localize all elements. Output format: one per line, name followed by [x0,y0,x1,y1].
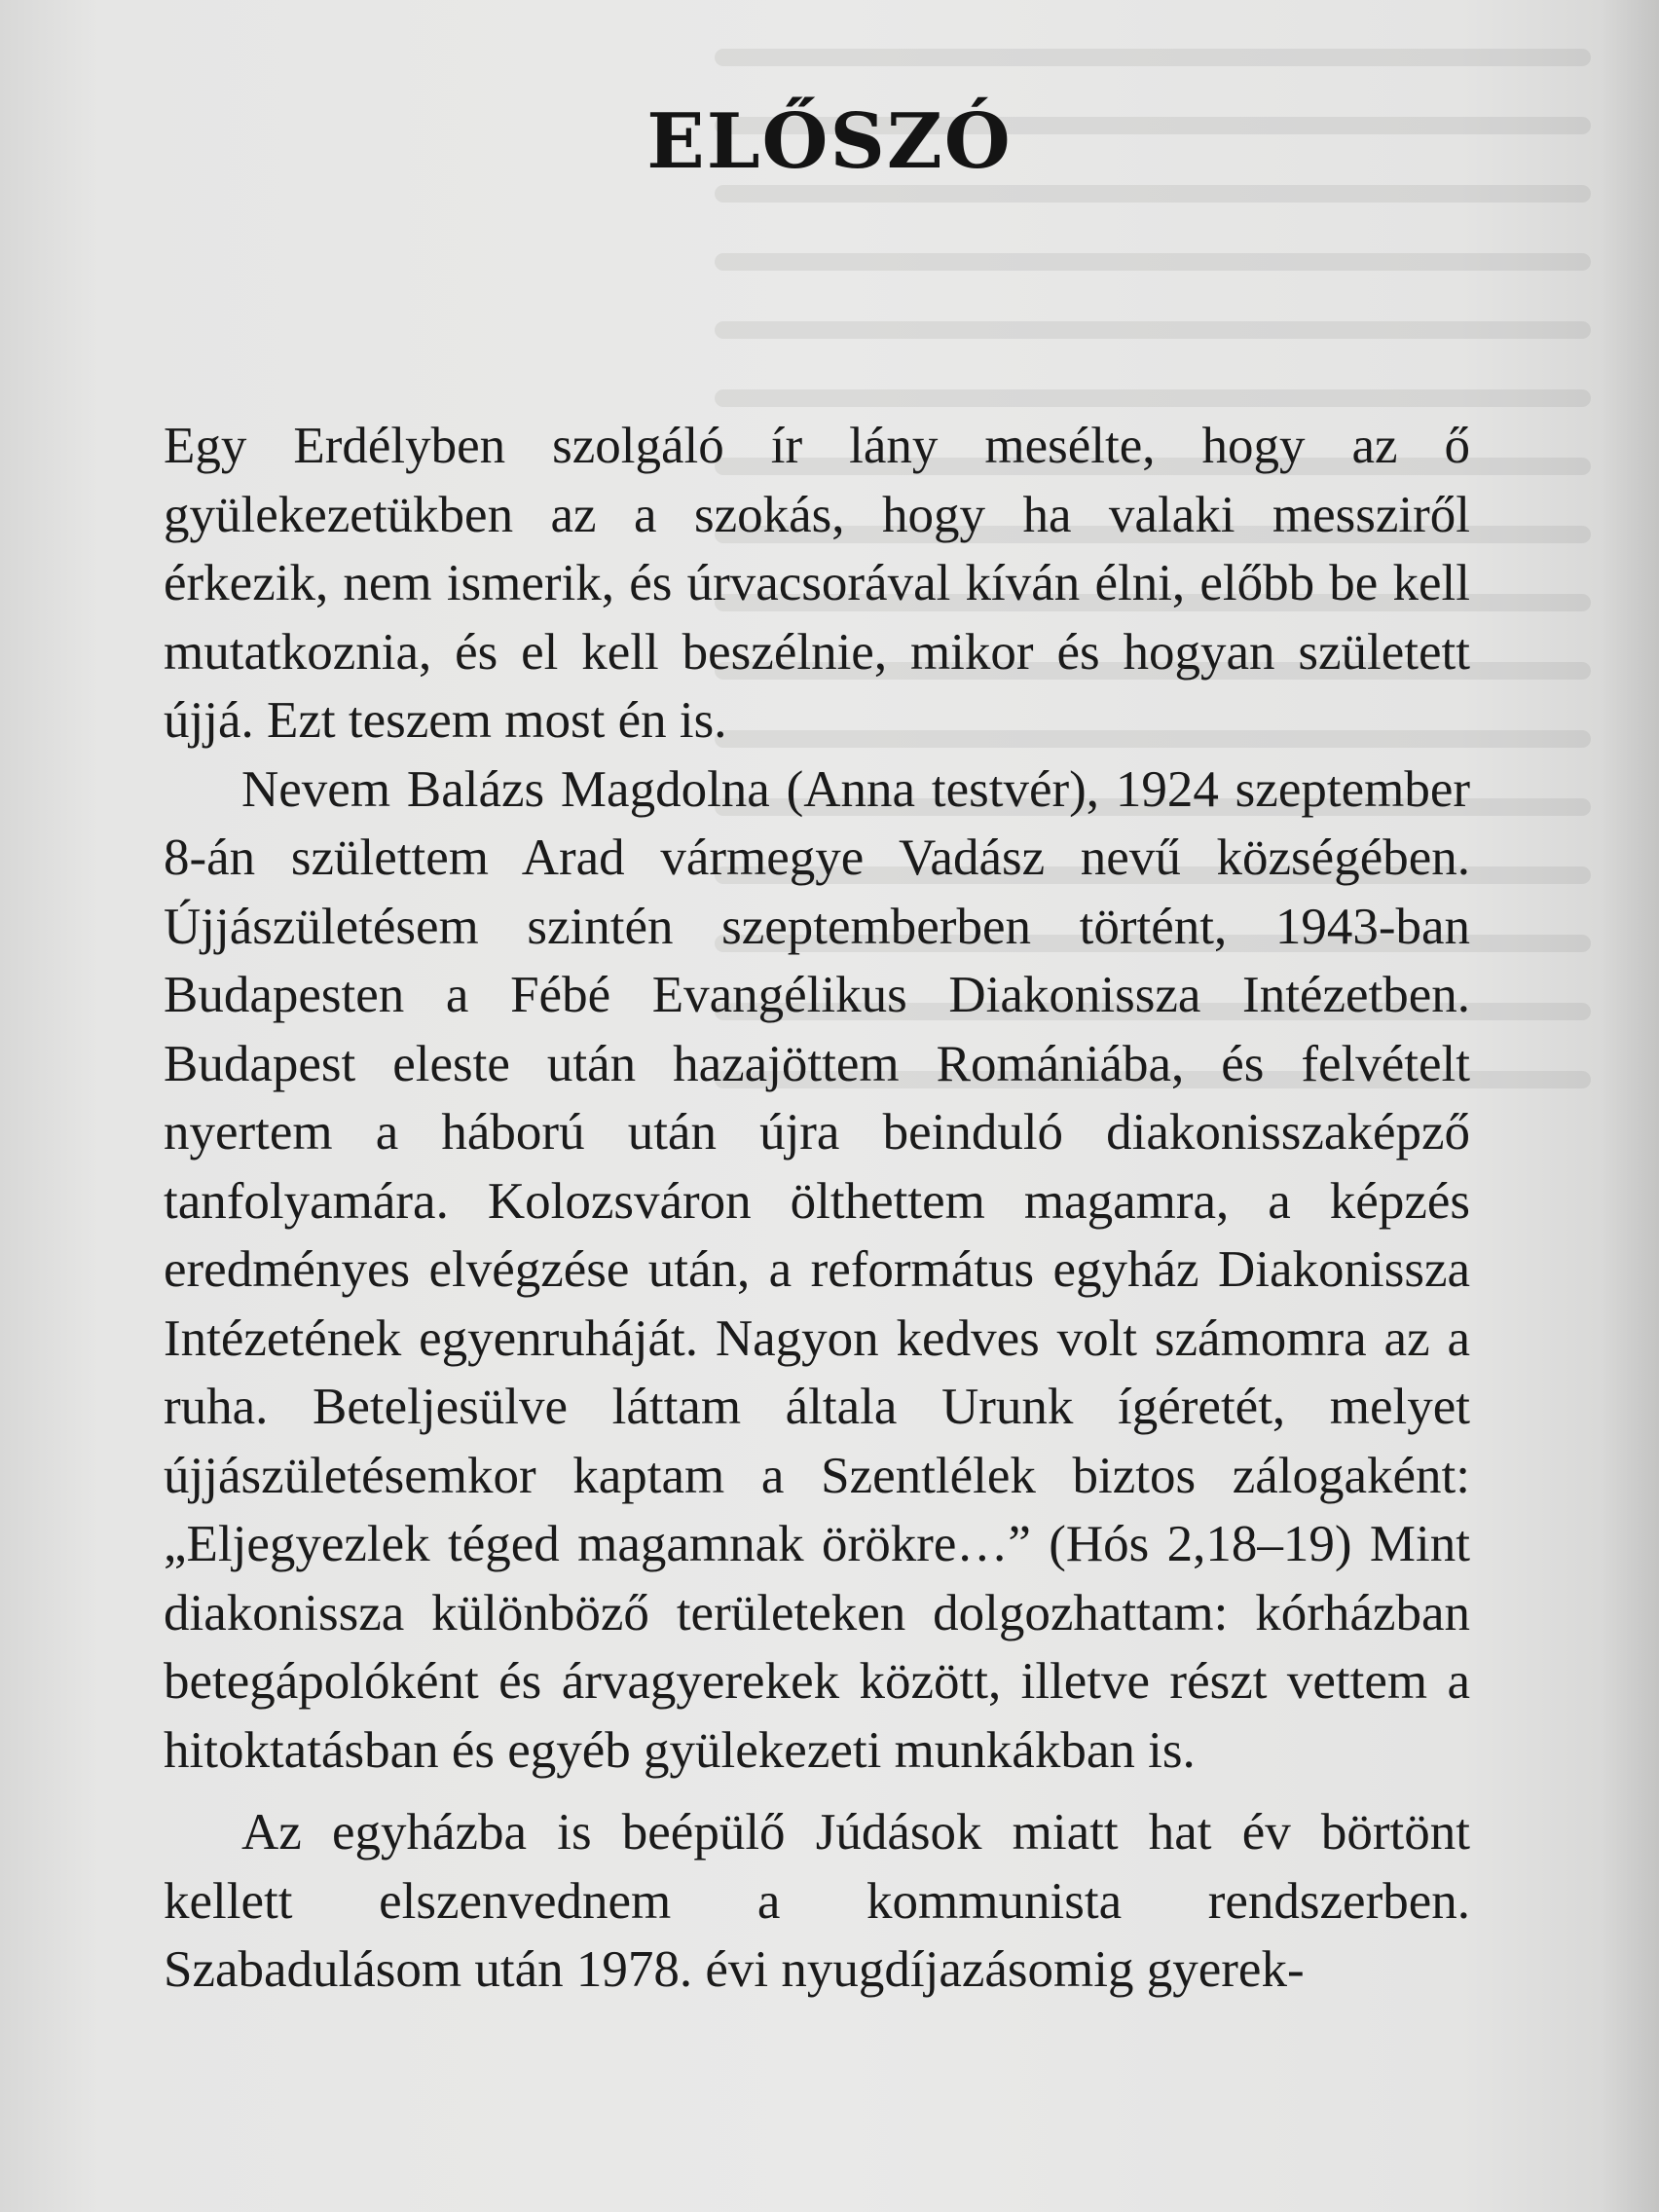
page-edge-shadow [1601,0,1659,2212]
body-text [164,412,1470,2005]
page-title: ELŐSZÓ [646,97,1013,186]
paragraph-2: Nevem Balázs Magdolna (Anna testvér), 1924 szeptember 8-án születtem Arad vármegye Vadász nevű községében. Újjászületésem szintén szeptemberben történt, 1943-ban Budapesten a Fébé Evangélikus Diakonissza Intézetben. Budapest eleste után hazajöttem Romániába, és felvételt nyertem a háború után újra beinduló diakonisszaképző tanfolyamára. Kolozsváron ölthettem magamra, a képzés eredményes elvégzése után, a református egyház Diakonissza Intézetének egyenruháját. Nagyon kedves volt számomra az a ruha. Beteljesülve láttam általa Urunk ígéretét, melyet újjászületésemkor kaptam a Szentlélek biztos zálogaként: „Eljegyezlek téged magamnak örökre…” (Hós 2,18–19) Mint diakonissza különböző területeken dolgozhattam: kórházban betegápolóként és árvagyerekek között, illetve részt vettem a hitoktatásban és egyéb gyülekezeti munkákban is. [164,760,1470,1779]
paragraph-1: Egy Erdélyben szolgáló ír lány mesélte, hogy az ő gyülekezetükben az a szokás, hogy ha valaki messziről érkezik, nem ismerik, és úrvacsorával kíván élni, előbb be kell mutatkoznia, és el kell beszélnie, mikor és hogyan született újjá. Ezt teszem most én is. [164,418,1470,749]
paragraph-3: Az egyházba is beépülő Júdások miatt hat év börtönt kellett elszenvednem a kommunista rendszerben. Szabadulásom után 1978. évi nyugdíjazásomig gyerek- [164,1804,1470,1998]
